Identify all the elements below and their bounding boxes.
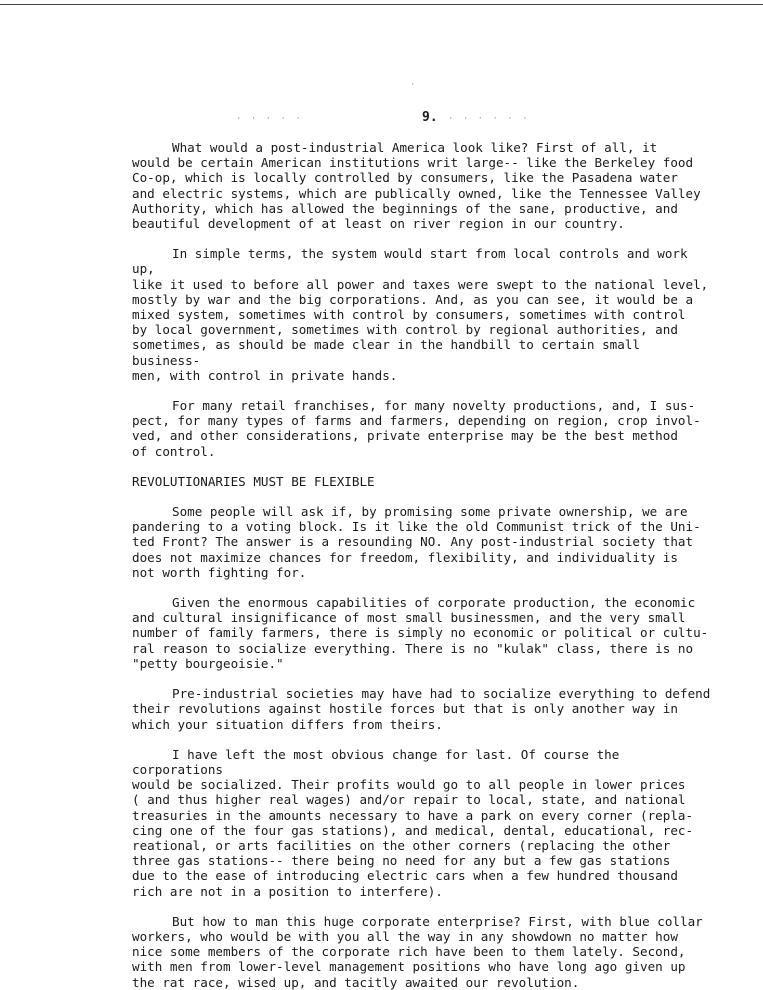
scan-noise: · · · · ·: [236, 114, 303, 124]
paragraph-private-ownership: Some people will ask if, by promising some private ownership, we are pandering to a voting block. Is it like the old Communist trick of the Uni- ted Front? The answer is a resounding NO. Any post-industrial society that does not maximize chances for freedom, flexibility, and individuality is not worth fighting for.: [132, 504, 701, 580]
paragraph-retail-franchises: For many retail franchises, for many novelty productions, and, I sus- pect, for many types of farms and farmers, depending on region, crop invol- ved, and other considerations, private enterprise may be the best method of control.: [132, 398, 701, 459]
paragraph-man-enterprise: But how to man this huge corporate enterprise? First, with blue collar workers, who would be with you all the way in any showdown no matter how nice some members of the corporate rich have been to them lately. Second, with men from lower-level management positions who have long ago given up the rat race, wised up, and tacitly awaited our revolution.: [132, 913, 703, 990]
scan-noise: · · · · · ·: [448, 114, 530, 124]
scan-noise: ·: [410, 80, 418, 90]
paragraph-obvious-change: I have left the most obvious change for last. Of course the corporations would be socialized. Their profits would go to all people in lower prices ( and thus higher real wages) and/or repair to local, state, and national treasuries in the amounts necessary to have a park on every corner (repla- cing one of the four gas stations), and medical, dental, educational, rec- reational, or arts facilities on the other corners (replacing the other three gas stations-- there being no need for any but a few gas stations due to the ease of introducing electric cars when a few hundred thousand rich are not in a position to interfere).: [132, 746, 694, 899]
document-body: [132, 140, 712, 990]
paragraph-pre-industrial: Pre-industrial societies may have had to socialize everything to defend their revolutions against hostile forces but that is only another way in which your situation differs from theirs.: [132, 686, 711, 732]
paragraph-simple-terms: In simple terms, the system would start from local controls and work up, like it used to before all power and taxes were swept to the national level, mostly by war and the big corporations. And, as you can see, it would be a mixed system, sometimes with control by consumers, sometimes with control by local government, sometimes with control by regional authorities, and sometimes, as should be made clear in the handbill to certain small business- men, with control in private hands.: [132, 246, 709, 383]
page-number: 9.: [422, 110, 438, 125]
paragraph-post-industrial-america: What would a post-industrial America look like? First of all, it would be certain American institutions writ large-- like the Berkeley food Co-op, which is locally controlled by consumers, like the Pasadena water and electric systems, which are publically owned, like the Tennessee Valley Authority, which has allowed the beginnings of the sane, productive, and beautiful development of at least on river region in our country.: [132, 140, 701, 232]
section-heading: REVOLUTIONARIES MUST BE FLEXIBLE: [132, 473, 375, 489]
page-top-edge: [0, 4, 763, 5]
paragraph-corporate-production: Given the enormous capabilities of corporate production, the economic and cultural insignificance of most small businessmen, and the very small number of family farmers, there is simply no economic or political or cultu- ral reason to socialize everything. There is no "kulak" class, there is no "petty bourgeoisie.": [132, 595, 709, 671]
